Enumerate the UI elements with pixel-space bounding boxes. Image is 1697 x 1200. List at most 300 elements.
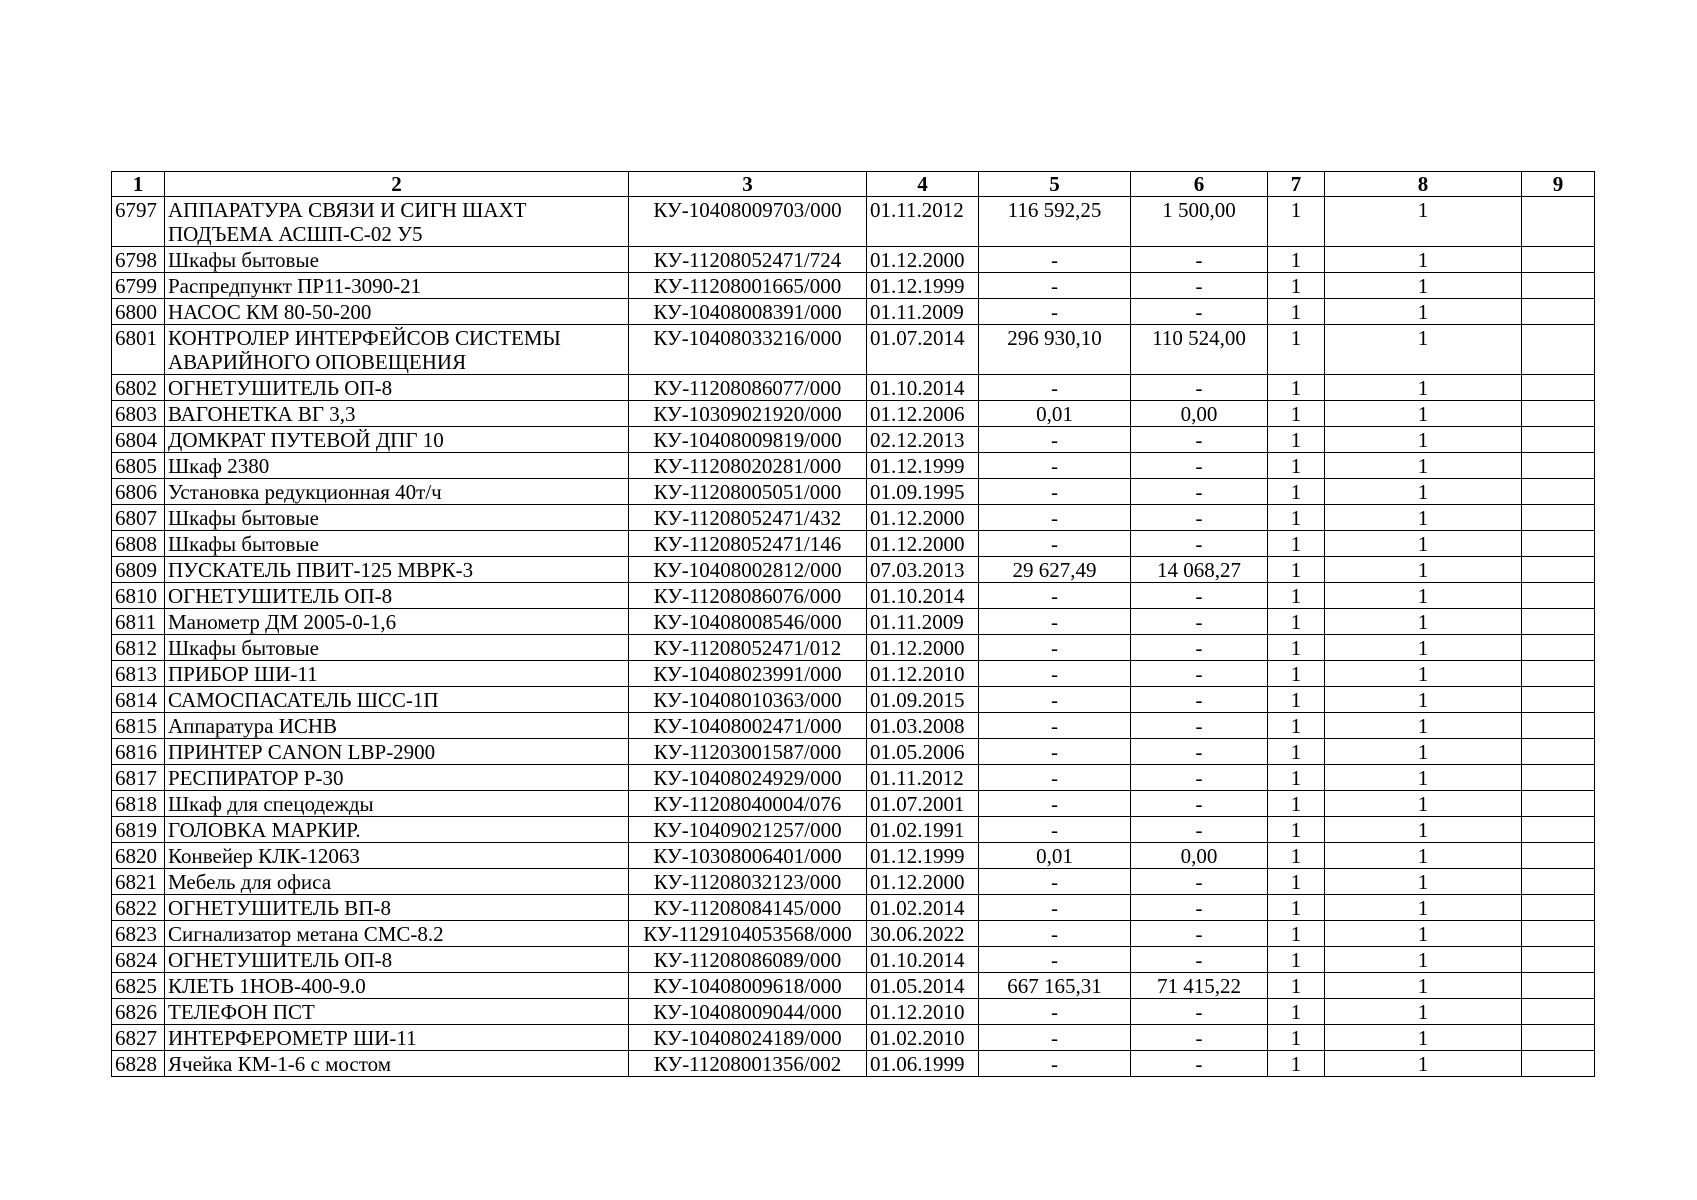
residual-cost-cell: - (1131, 921, 1268, 947)
note-cell (1522, 531, 1595, 557)
note-cell (1522, 635, 1595, 661)
residual-cost-cell: - (1131, 947, 1268, 973)
table-row (112, 247, 1595, 273)
row-number-cell: 6801 (112, 325, 165, 375)
table-row (112, 1051, 1595, 1077)
quantity-cell: 1 (1268, 197, 1325, 247)
row-number-cell: 6809 (112, 557, 165, 583)
table-row (112, 505, 1595, 531)
initial-cost-cell: 0,01 (979, 843, 1131, 869)
inventory-number-cell: КУ-11208086089/000 (629, 947, 867, 973)
date-cell: 01.12.1999 (867, 273, 979, 299)
residual-cost-cell: - (1131, 299, 1268, 325)
column-header: 5 (979, 172, 1131, 197)
date-cell: 01.11.2009 (867, 299, 979, 325)
table-row (112, 197, 1595, 247)
quantity-actual-cell: 1 (1325, 661, 1522, 687)
initial-cost-cell: - (979, 895, 1131, 921)
quantity-actual-cell: 1 (1325, 739, 1522, 765)
date-cell: 30.06.2022 (867, 921, 979, 947)
residual-cost-cell: - (1131, 453, 1268, 479)
residual-cost-cell: - (1131, 765, 1268, 791)
table-row (112, 325, 1595, 375)
note-cell (1522, 557, 1595, 583)
quantity-cell: 1 (1268, 1051, 1325, 1077)
residual-cost-cell: - (1131, 479, 1268, 505)
row-number-cell: 6818 (112, 791, 165, 817)
initial-cost-cell: - (979, 1025, 1131, 1051)
quantity-actual-cell: 1 (1325, 531, 1522, 557)
note-cell (1522, 765, 1595, 791)
row-number-cell: 6819 (112, 817, 165, 843)
item-name-cell: Конвейер КЛК-12063 (165, 843, 629, 869)
quantity-cell: 1 (1268, 999, 1325, 1025)
table-row (112, 273, 1595, 299)
initial-cost-cell: - (979, 609, 1131, 635)
inventory-number-cell: КУ-10408009819/000 (629, 427, 867, 453)
initial-cost-cell: - (979, 583, 1131, 609)
initial-cost-cell: - (979, 921, 1131, 947)
row-number-cell: 6799 (112, 273, 165, 299)
initial-cost-cell: 667 165,31 (979, 973, 1131, 999)
inventory-number-cell: КУ-11208086077/000 (629, 375, 867, 401)
quantity-cell: 1 (1268, 661, 1325, 687)
residual-cost-cell: - (1131, 661, 1268, 687)
note-cell (1522, 325, 1595, 375)
note-cell (1522, 999, 1595, 1025)
table-row (112, 401, 1595, 427)
quantity-cell: 1 (1268, 687, 1325, 713)
item-name-cell: Распредпункт ПР11-3090-21 (165, 273, 629, 299)
row-number-cell: 6800 (112, 299, 165, 325)
row-number-cell: 6828 (112, 1051, 165, 1077)
quantity-cell: 1 (1268, 531, 1325, 557)
date-cell: 01.12.2000 (867, 531, 979, 557)
quantity-actual-cell: 1 (1325, 401, 1522, 427)
residual-cost-cell: - (1131, 869, 1268, 895)
column-header: 4 (867, 172, 979, 197)
inventory-number-cell: КУ-10308006401/000 (629, 843, 867, 869)
item-name-cell: ПРИНТЕР CANON LBP-2900 (165, 739, 629, 765)
table-row (112, 895, 1595, 921)
inventory-number-cell: КУ-10408009703/000 (629, 197, 867, 247)
quantity-actual-cell: 1 (1325, 635, 1522, 661)
quantity-actual-cell: 1 (1325, 999, 1522, 1025)
date-cell: 01.11.2012 (867, 765, 979, 791)
row-number-cell: 6808 (112, 531, 165, 557)
quantity-actual-cell: 1 (1325, 557, 1522, 583)
quantity-cell: 1 (1268, 817, 1325, 843)
row-number-cell: 6806 (112, 479, 165, 505)
row-number-cell: 6803 (112, 401, 165, 427)
residual-cost-cell: - (1131, 895, 1268, 921)
initial-cost-cell: 296 930,10 (979, 325, 1131, 375)
table-row (112, 531, 1595, 557)
table-row (112, 999, 1595, 1025)
quantity-actual-cell: 1 (1325, 479, 1522, 505)
initial-cost-cell: 29 627,49 (979, 557, 1131, 583)
date-cell: 01.12.1999 (867, 453, 979, 479)
quantity-cell: 1 (1268, 583, 1325, 609)
initial-cost-cell: - (979, 713, 1131, 739)
table-row (112, 869, 1595, 895)
quantity-cell: 1 (1268, 273, 1325, 299)
initial-cost-cell: - (979, 299, 1131, 325)
inventory-number-cell: КУ-10409021257/000 (629, 817, 867, 843)
quantity-cell: 1 (1268, 453, 1325, 479)
item-name-cell: Шкафы бытовые (165, 531, 629, 557)
date-cell: 01.10.2014 (867, 583, 979, 609)
residual-cost-cell: - (1131, 713, 1268, 739)
initial-cost-cell: - (979, 375, 1131, 401)
initial-cost-cell: - (979, 453, 1131, 479)
table-row (112, 583, 1595, 609)
residual-cost-cell: - (1131, 273, 1268, 299)
note-cell (1522, 583, 1595, 609)
date-cell: 01.09.1995 (867, 479, 979, 505)
item-name-cell: АППАРАТУРА СВЯЗИ И СИГН ШАХТ ПОДЪЕМА АСШП-С-02 У5 (165, 197, 629, 247)
inventory-number-cell: КУ-11208086076/000 (629, 583, 867, 609)
quantity-cell: 1 (1268, 765, 1325, 791)
inventory-number-cell: КУ-11208032123/000 (629, 869, 867, 895)
quantity-cell: 1 (1268, 843, 1325, 869)
item-name-cell: ПУСКАТЕЛЬ ПВИТ-125 МВРК-3 (165, 557, 629, 583)
row-number-cell: 6804 (112, 427, 165, 453)
date-cell: 01.09.2015 (867, 687, 979, 713)
column-header: 6 (1131, 172, 1268, 197)
inventory-number-cell: КУ-10408008391/000 (629, 299, 867, 325)
column-header: 7 (1268, 172, 1325, 197)
initial-cost-cell: - (979, 687, 1131, 713)
quantity-cell: 1 (1268, 635, 1325, 661)
inventory-number-cell: КУ-11208084145/000 (629, 895, 867, 921)
quantity-cell: 1 (1268, 479, 1325, 505)
note-cell (1522, 197, 1595, 247)
quantity-actual-cell: 1 (1325, 817, 1522, 843)
quantity-actual-cell: 1 (1325, 921, 1522, 947)
quantity-actual-cell: 1 (1325, 609, 1522, 635)
note-cell (1522, 895, 1595, 921)
initial-cost-cell: - (979, 999, 1131, 1025)
residual-cost-cell: - (1131, 999, 1268, 1025)
date-cell: 01.12.2010 (867, 661, 979, 687)
initial-cost-cell: - (979, 1051, 1131, 1077)
quantity-cell: 1 (1268, 427, 1325, 453)
quantity-actual-cell: 1 (1325, 375, 1522, 401)
row-number-cell: 6821 (112, 869, 165, 895)
initial-cost-cell: 116 592,25 (979, 197, 1131, 247)
inventory-number-cell: КУ-11208052471/012 (629, 635, 867, 661)
note-cell (1522, 609, 1595, 635)
table-row (112, 739, 1595, 765)
date-cell: 01.12.1999 (867, 843, 979, 869)
column-header: 2 (165, 172, 629, 197)
table-row (112, 453, 1595, 479)
item-name-cell: Сигнализатор метана СМС-8.2 (165, 921, 629, 947)
item-name-cell: ТЕЛЕФОН ПСТ (165, 999, 629, 1025)
row-number-cell: 6812 (112, 635, 165, 661)
table-row (112, 973, 1595, 999)
inventory-number-cell: КУ-11208052471/432 (629, 505, 867, 531)
initial-cost-cell: - (979, 661, 1131, 687)
table-row (112, 427, 1595, 453)
item-name-cell: ИНТЕРФЕРОМЕТР ШИ-11 (165, 1025, 629, 1051)
item-name-cell: Установка редукционная 40т/ч (165, 479, 629, 505)
quantity-actual-cell: 1 (1325, 973, 1522, 999)
initial-cost-cell: - (979, 635, 1131, 661)
quantity-actual-cell: 1 (1325, 713, 1522, 739)
residual-cost-cell: - (1131, 609, 1268, 635)
note-cell (1522, 479, 1595, 505)
column-header: 3 (629, 172, 867, 197)
inventory-number-cell: КУ-10309021920/000 (629, 401, 867, 427)
row-number-cell: 6815 (112, 713, 165, 739)
residual-cost-cell: 71 415,22 (1131, 973, 1268, 999)
item-name-cell: САМОСПАСАТЕЛЬ ШСС-1П (165, 687, 629, 713)
table-body (112, 197, 1595, 1077)
item-name-cell: Шкаф для спецодежды (165, 791, 629, 817)
item-name-cell: Ячейка КМ-1-6 с мостом (165, 1051, 629, 1077)
inventory-number-cell: КУ-1129104053568/000 (629, 921, 867, 947)
quantity-actual-cell: 1 (1325, 453, 1522, 479)
quantity-actual-cell: 1 (1325, 687, 1522, 713)
table-row (112, 479, 1595, 505)
residual-cost-cell: 110 524,00 (1131, 325, 1268, 375)
inventory-number-cell: КУ-11203001587/000 (629, 739, 867, 765)
residual-cost-cell: - (1131, 247, 1268, 273)
quantity-cell: 1 (1268, 247, 1325, 273)
date-cell: 01.07.2014 (867, 325, 979, 375)
table-row (112, 765, 1595, 791)
residual-cost-cell: 0,00 (1131, 843, 1268, 869)
row-number-cell: 6798 (112, 247, 165, 273)
residual-cost-cell: - (1131, 583, 1268, 609)
quantity-cell: 1 (1268, 325, 1325, 375)
date-cell: 01.02.1991 (867, 817, 979, 843)
row-number-cell: 6816 (112, 739, 165, 765)
item-name-cell: Шкаф 2380 (165, 453, 629, 479)
note-cell (1522, 661, 1595, 687)
inventory-number-cell: КУ-11208001665/000 (629, 273, 867, 299)
note-cell (1522, 687, 1595, 713)
quantity-actual-cell: 1 (1325, 947, 1522, 973)
item-name-cell: КОНТРОЛЕР ИНТЕРФЕЙСОВ СИСТЕМЫ АВАРИЙНОГО ОПОВЕЩЕНИЯ (165, 325, 629, 375)
initial-cost-cell: - (979, 427, 1131, 453)
table-row (112, 1025, 1595, 1051)
inventory-number-cell: КУ-11208020281/000 (629, 453, 867, 479)
quantity-cell: 1 (1268, 921, 1325, 947)
initial-cost-cell: - (979, 739, 1131, 765)
header-row (112, 172, 1595, 197)
item-name-cell: ПРИБОР ШИ-11 (165, 661, 629, 687)
date-cell: 01.12.2000 (867, 869, 979, 895)
inventory-number-cell: КУ-11208001356/002 (629, 1051, 867, 1077)
item-name-cell: КЛЕТЬ 1НОВ-400-9.0 (165, 973, 629, 999)
inventory-number-cell: КУ-10408009044/000 (629, 999, 867, 1025)
table-row (112, 921, 1595, 947)
quantity-cell: 1 (1268, 557, 1325, 583)
quantity-cell: 1 (1268, 375, 1325, 401)
date-cell: 01.05.2006 (867, 739, 979, 765)
date-cell: 01.11.2009 (867, 609, 979, 635)
note-cell (1522, 843, 1595, 869)
quantity-actual-cell: 1 (1325, 427, 1522, 453)
quantity-actual-cell: 1 (1325, 765, 1522, 791)
note-cell (1522, 739, 1595, 765)
item-name-cell: Манометр ДМ 2005-0-1,6 (165, 609, 629, 635)
quantity-actual-cell: 1 (1325, 791, 1522, 817)
note-cell (1522, 791, 1595, 817)
column-header: 1 (112, 172, 165, 197)
inventory-number-cell: КУ-10408008546/000 (629, 609, 867, 635)
quantity-cell: 1 (1268, 713, 1325, 739)
row-number-cell: 6805 (112, 453, 165, 479)
quantity-cell: 1 (1268, 609, 1325, 635)
item-name-cell: ГОЛОВКА МАРКИР. (165, 817, 629, 843)
initial-cost-cell: - (979, 479, 1131, 505)
date-cell: 01.05.2014 (867, 973, 979, 999)
table-row (112, 635, 1595, 661)
item-name-cell: НАСОС КМ 80-50-200 (165, 299, 629, 325)
row-number-cell: 6824 (112, 947, 165, 973)
table-row (112, 687, 1595, 713)
row-number-cell: 6822 (112, 895, 165, 921)
note-cell (1522, 947, 1595, 973)
quantity-actual-cell: 1 (1325, 895, 1522, 921)
residual-cost-cell: - (1131, 687, 1268, 713)
table-row (112, 843, 1595, 869)
item-name-cell: Шкафы бытовые (165, 635, 629, 661)
quantity-actual-cell: 1 (1325, 247, 1522, 273)
row-number-cell: 6810 (112, 583, 165, 609)
note-cell (1522, 375, 1595, 401)
table-row (112, 791, 1595, 817)
initial-cost-cell: - (979, 505, 1131, 531)
row-number-cell: 6826 (112, 999, 165, 1025)
initial-cost-cell: - (979, 791, 1131, 817)
note-cell (1522, 427, 1595, 453)
inventory-number-cell: КУ-10408023991/000 (629, 661, 867, 687)
quantity-actual-cell: 1 (1325, 505, 1522, 531)
row-number-cell: 6827 (112, 1025, 165, 1051)
date-cell: 07.03.2013 (867, 557, 979, 583)
table-row (112, 661, 1595, 687)
inventory-number-cell: КУ-10408024929/000 (629, 765, 867, 791)
item-name-cell: Мебель для офиса (165, 869, 629, 895)
note-cell (1522, 401, 1595, 427)
date-cell: 01.10.2014 (867, 375, 979, 401)
date-cell: 01.10.2014 (867, 947, 979, 973)
residual-cost-cell: - (1131, 505, 1268, 531)
item-name-cell: ОГНЕТУШИТЕЛЬ ОП-8 (165, 375, 629, 401)
row-number-cell: 6797 (112, 197, 165, 247)
quantity-actual-cell: 1 (1325, 299, 1522, 325)
residual-cost-cell: 0,00 (1131, 401, 1268, 427)
inventory-number-cell: КУ-11208052471/724 (629, 247, 867, 273)
quantity-cell: 1 (1268, 401, 1325, 427)
quantity-actual-cell: 1 (1325, 843, 1522, 869)
item-name-cell: РЕСПИРАТОР Р-30 (165, 765, 629, 791)
quantity-actual-cell: 1 (1325, 869, 1522, 895)
quantity-cell: 1 (1268, 299, 1325, 325)
date-cell: 01.12.2000 (867, 505, 979, 531)
quantity-cell: 1 (1268, 505, 1325, 531)
column-header: 8 (1325, 172, 1522, 197)
note-cell (1522, 973, 1595, 999)
residual-cost-cell: - (1131, 427, 1268, 453)
note-cell (1522, 713, 1595, 739)
item-name-cell: ДОМКРАТ ПУТЕВОЙ ДПГ 10 (165, 427, 629, 453)
table-row (112, 713, 1595, 739)
quantity-cell: 1 (1268, 739, 1325, 765)
inventory-number-cell: КУ-10408009618/000 (629, 973, 867, 999)
table-row (112, 817, 1595, 843)
inventory-table (111, 171, 1595, 1077)
initial-cost-cell: - (979, 869, 1131, 895)
residual-cost-cell: 14 068,27 (1131, 557, 1268, 583)
column-header: 9 (1522, 172, 1595, 197)
quantity-cell: 1 (1268, 869, 1325, 895)
table-row (112, 609, 1595, 635)
date-cell: 01.11.2012 (867, 197, 979, 247)
date-cell: 01.02.2014 (867, 895, 979, 921)
residual-cost-cell: - (1131, 375, 1268, 401)
date-cell: 01.02.2010 (867, 1025, 979, 1051)
row-number-cell: 6820 (112, 843, 165, 869)
date-cell: 01.06.1999 (867, 1051, 979, 1077)
date-cell: 01.07.2001 (867, 791, 979, 817)
row-number-cell: 6825 (112, 973, 165, 999)
quantity-cell: 1 (1268, 1025, 1325, 1051)
note-cell (1522, 505, 1595, 531)
note-cell (1522, 273, 1595, 299)
row-number-cell: 6823 (112, 921, 165, 947)
residual-cost-cell: - (1131, 635, 1268, 661)
date-cell: 01.12.2010 (867, 999, 979, 1025)
note-cell (1522, 817, 1595, 843)
inventory-number-cell: КУ-10408024189/000 (629, 1025, 867, 1051)
initial-cost-cell: 0,01 (979, 401, 1131, 427)
item-name-cell: ОГНЕТУШИТЕЛЬ ОП-8 (165, 947, 629, 973)
row-number-cell: 6817 (112, 765, 165, 791)
item-name-cell: ОГНЕТУШИТЕЛЬ ОП-8 (165, 583, 629, 609)
table-row (112, 375, 1595, 401)
note-cell (1522, 247, 1595, 273)
quantity-cell: 1 (1268, 973, 1325, 999)
row-number-cell: 6814 (112, 687, 165, 713)
residual-cost-cell: - (1131, 817, 1268, 843)
table-row (112, 947, 1595, 973)
inventory-number-cell: КУ-11208005051/000 (629, 479, 867, 505)
initial-cost-cell: - (979, 765, 1131, 791)
table-row (112, 557, 1595, 583)
initial-cost-cell: - (979, 273, 1131, 299)
inventory-number-cell: КУ-10408002471/000 (629, 713, 867, 739)
quantity-cell: 1 (1268, 895, 1325, 921)
date-cell: 01.12.2006 (867, 401, 979, 427)
quantity-actual-cell: 1 (1325, 273, 1522, 299)
residual-cost-cell: - (1131, 531, 1268, 557)
inventory-number-cell: КУ-10408002812/000 (629, 557, 867, 583)
quantity-actual-cell: 1 (1325, 583, 1522, 609)
initial-cost-cell: - (979, 817, 1131, 843)
initial-cost-cell: - (979, 531, 1131, 557)
note-cell (1522, 1025, 1595, 1051)
residual-cost-cell: - (1131, 791, 1268, 817)
quantity-cell: 1 (1268, 947, 1325, 973)
residual-cost-cell: 1 500,00 (1131, 197, 1268, 247)
date-cell: 01.03.2008 (867, 713, 979, 739)
